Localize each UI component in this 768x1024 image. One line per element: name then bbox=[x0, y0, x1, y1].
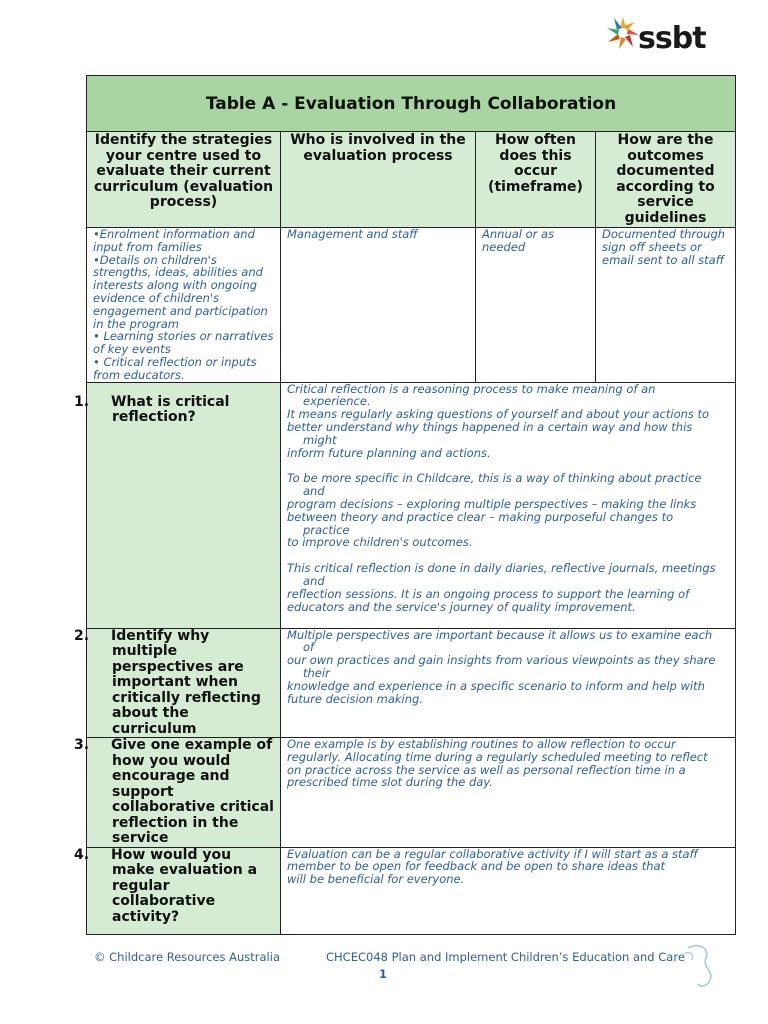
answer-line: will be beneficial for everyone. bbox=[287, 872, 465, 887]
answer-line: and bbox=[303, 484, 325, 499]
header-how-often: How often does this occur (timeframe) bbox=[476, 132, 596, 228]
answer-line: prescribed time slot during the day. bbox=[287, 775, 493, 790]
answer-cell bbox=[281, 847, 736, 934]
question-text: What is critical reflection? bbox=[111, 393, 230, 426]
question-row-3 bbox=[87, 738, 736, 848]
footer-course-title: CHCEC048 Plan and Implement Children’s Education and Care bbox=[326, 950, 685, 964]
table-title: Table A - Evaluation Through Collaboration bbox=[87, 76, 736, 132]
footer-copyright: © Childcare Resources Australia bbox=[94, 950, 280, 964]
who-cell: Management and staff bbox=[281, 228, 476, 383]
answer-line: practice bbox=[303, 522, 350, 537]
strategy-item: •Details on children's strengths, ideas, abilities and interests along with ongoing evidence of children's engagement and participation in the program bbox=[93, 252, 268, 331]
answer-line: of bbox=[303, 640, 315, 655]
question-text: How would you make evaluation a regular collaborative activity? bbox=[111, 846, 258, 925]
question-number: 3. bbox=[74, 737, 90, 754]
answer-line: educators and the service's journey of quality improvement. bbox=[287, 599, 636, 614]
answer-line: our own practices and gain insights from various viewpoints as they share bbox=[287, 653, 716, 668]
table-row bbox=[87, 228, 736, 383]
page-number: 1 bbox=[379, 967, 388, 981]
strategy-item: • Critical reflection or inputs from educators. bbox=[93, 354, 257, 382]
answer-line: reflection sessions. It is an ongoing process to support the learning of bbox=[287, 586, 690, 601]
question-text: Identify why multiple perspectives are important when critically reflecting about the curriculum bbox=[111, 627, 261, 737]
answer-line: Multiple perspectives are important because it allows us to examine each bbox=[287, 627, 713, 642]
header-strategies: Identify the strategies your centre used to evaluate their current curriculum (evaluation process) bbox=[87, 132, 281, 228]
question-cell bbox=[74, 382, 281, 628]
answer-line: their bbox=[303, 665, 330, 680]
question-cell bbox=[74, 846, 281, 934]
ssbt-logo bbox=[606, 14, 716, 62]
answer-line: and bbox=[303, 573, 325, 588]
answer-line: knowledge and experience in a specific scenario to inform and help with bbox=[287, 678, 705, 693]
answer-line: better understand why things happened in a certain way and how this bbox=[287, 419, 693, 434]
answer-cell bbox=[281, 382, 736, 628]
answer-line: To be more specific in Childcare, this is a way of thinking about practice bbox=[287, 471, 702, 486]
question-number: 4. bbox=[74, 846, 90, 863]
how-often-cell: Annual or as needed bbox=[476, 228, 596, 383]
answer-line: Evaluation can be a regular collaborative activity if I will start as a staff bbox=[287, 846, 698, 861]
answer-line: One example is by establishing routines to allow reflection to occur bbox=[287, 737, 676, 752]
decorative-wave-icon bbox=[680, 940, 720, 990]
answer-line: Critical reflection is a reasoning process to make meaning of an bbox=[287, 381, 656, 396]
answer-cell bbox=[281, 738, 736, 848]
question-row-2 bbox=[87, 628, 736, 738]
answer-line: to improve children's outcomes. bbox=[287, 535, 473, 550]
header-documented: How are the outcomes documented according to service guidelines bbox=[596, 132, 736, 228]
header-who: Who is involved in the evaluation process bbox=[281, 132, 476, 228]
answer-line: program decisions – exploring multiple perspectives – making the links bbox=[287, 496, 697, 511]
strategies-cell bbox=[87, 228, 281, 383]
question-number: 1. bbox=[74, 393, 90, 410]
answer-line: between theory and practice clear – making purposeful changes to bbox=[287, 509, 674, 524]
strategy-item: • Learning stories or narratives of key events bbox=[93, 329, 274, 357]
question-cell bbox=[74, 627, 281, 738]
answer-line: This critical reflection is done in daily diaries, reflective journals, meetings bbox=[287, 561, 716, 576]
answer-line: future decision making. bbox=[287, 691, 424, 706]
strategy-item: •Enrolment information and input from families bbox=[93, 227, 255, 254]
question-number: 2. bbox=[74, 627, 90, 644]
star-burst-logo-icon bbox=[606, 16, 640, 50]
answer-cell bbox=[281, 628, 736, 738]
answer-line: inform future planning and actions. bbox=[287, 445, 491, 460]
answer-line: might bbox=[303, 432, 337, 447]
answer-line: member to be open for feedback and be open to share ideas that bbox=[287, 859, 666, 874]
evaluation-table bbox=[74, 75, 736, 935]
answer-line: experience. bbox=[303, 394, 371, 409]
documented-cell: Documented through sign off sheets or email sent to all staff bbox=[596, 228, 736, 383]
question-cell bbox=[74, 737, 281, 848]
logo-wordmark: ssbt bbox=[638, 21, 706, 56]
answer-line: on practice across the service as well as personal reflection time in a bbox=[287, 762, 686, 777]
answer-line: It means regularly asking questions of yourself and about your actions to bbox=[287, 407, 710, 422]
question-row-1 bbox=[87, 382, 736, 628]
answer-line: regularly. Allocating time during a regularly scheduled meeting to reflect bbox=[287, 749, 708, 764]
question-row-4 bbox=[87, 847, 736, 934]
question-text: Give one example of how you would encourage and support collaborative critical reflection in the service bbox=[111, 737, 274, 847]
